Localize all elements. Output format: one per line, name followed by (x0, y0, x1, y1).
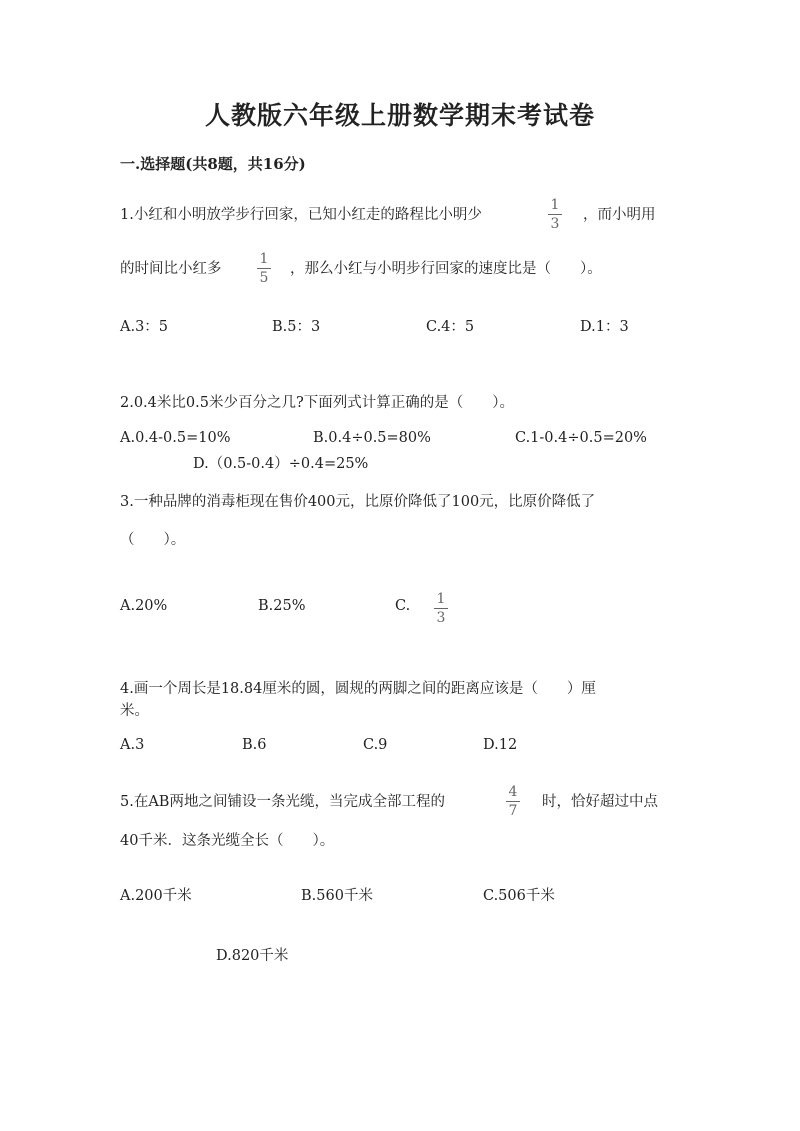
option-d[interactable]: D.1：3 (580, 319, 629, 335)
option-a[interactable]: A.3：5 (120, 319, 169, 335)
page-title: 人教版六年级上册数学期末考试卷 (204, 101, 595, 130)
question-5-text-line1: 5.在AB两地之间铺设一条光缆，当完成全部工程的 (120, 794, 445, 810)
section-heading: 一.选择题(共8题，共16分) (120, 155, 306, 173)
question-4-text-line2: 米。 (120, 703, 149, 719)
option-d[interactable]: D.12 (483, 737, 518, 753)
question-5-text-line1-end: 时，恰好超过中点 (542, 794, 658, 810)
option-d[interactable]: D.（0.5-0.4）÷0.4=25% (193, 456, 369, 472)
fraction-four-sevenths (501, 785, 525, 818)
fraction-denominator: 3 (436, 610, 446, 626)
option-a[interactable]: A.20% (120, 598, 168, 614)
fraction-numerator: 1 (259, 251, 269, 267)
option-c[interactable]: C.9 (363, 737, 388, 753)
option-b[interactable]: B.6 (242, 737, 267, 753)
option-d[interactable]: D.820千米 (216, 948, 289, 964)
question-3-text-line2: （ ）。 (120, 532, 186, 548)
question-1-text-line1-end: ，而小明用 (583, 207, 656, 223)
fraction-one-fifth (252, 252, 276, 285)
fraction-one-third (429, 592, 453, 625)
option-c[interactable]: C.1-0.4÷0.5=20% (515, 430, 647, 446)
question-3-text-line1: 3.一种品牌的消毒柜现在售价400元，比原价降低了100元，比原价降低了 (120, 494, 596, 510)
question-1-text-line2: 的时间比小红多 (120, 261, 222, 277)
option-a[interactable]: A.3 (120, 737, 145, 753)
option-b[interactable]: B.5：3 (272, 319, 321, 335)
fraction-one-third (543, 198, 567, 231)
option-b[interactable]: B.25% (258, 598, 306, 614)
option-c[interactable]: C. (395, 598, 411, 614)
question-1-text-line1: 1.小红和小明放学步行回家，已知小红走的路程比小明少 (120, 207, 482, 223)
fraction-denominator: 7 (508, 803, 518, 819)
fraction-numerator: 1 (436, 591, 446, 607)
option-b[interactable]: B.0.4÷0.5=80% (313, 430, 431, 446)
question-1-text-line2-end: ，那么小红与小明步行回家的速度比是（ ）。 (290, 261, 602, 277)
fraction-denominator: 5 (259, 270, 269, 286)
option-a[interactable]: A.200千米 (120, 888, 192, 904)
fraction-denominator: 3 (550, 216, 560, 232)
question-5-text-line2: 40千米．这条光缆全长（ ）。 (120, 833, 335, 849)
fraction-numerator: 4 (508, 784, 518, 800)
option-c[interactable]: C.4：5 (426, 319, 475, 335)
question-4-text-line1: 4.画一个周长是18.84厘米的圆，圆规的两脚之间的距离应该是（ ）厘 (120, 681, 596, 697)
option-b[interactable]: B.560千米 (301, 888, 373, 904)
option-c[interactable]: C.506千米 (483, 888, 555, 904)
option-a[interactable]: A.0.4-0.5=10% (120, 430, 231, 446)
fraction-numerator: 1 (550, 197, 560, 213)
question-2-text: 2.0.4米比0.5米少百分之几?下面列式计算正确的是（ ）。 (120, 395, 514, 411)
